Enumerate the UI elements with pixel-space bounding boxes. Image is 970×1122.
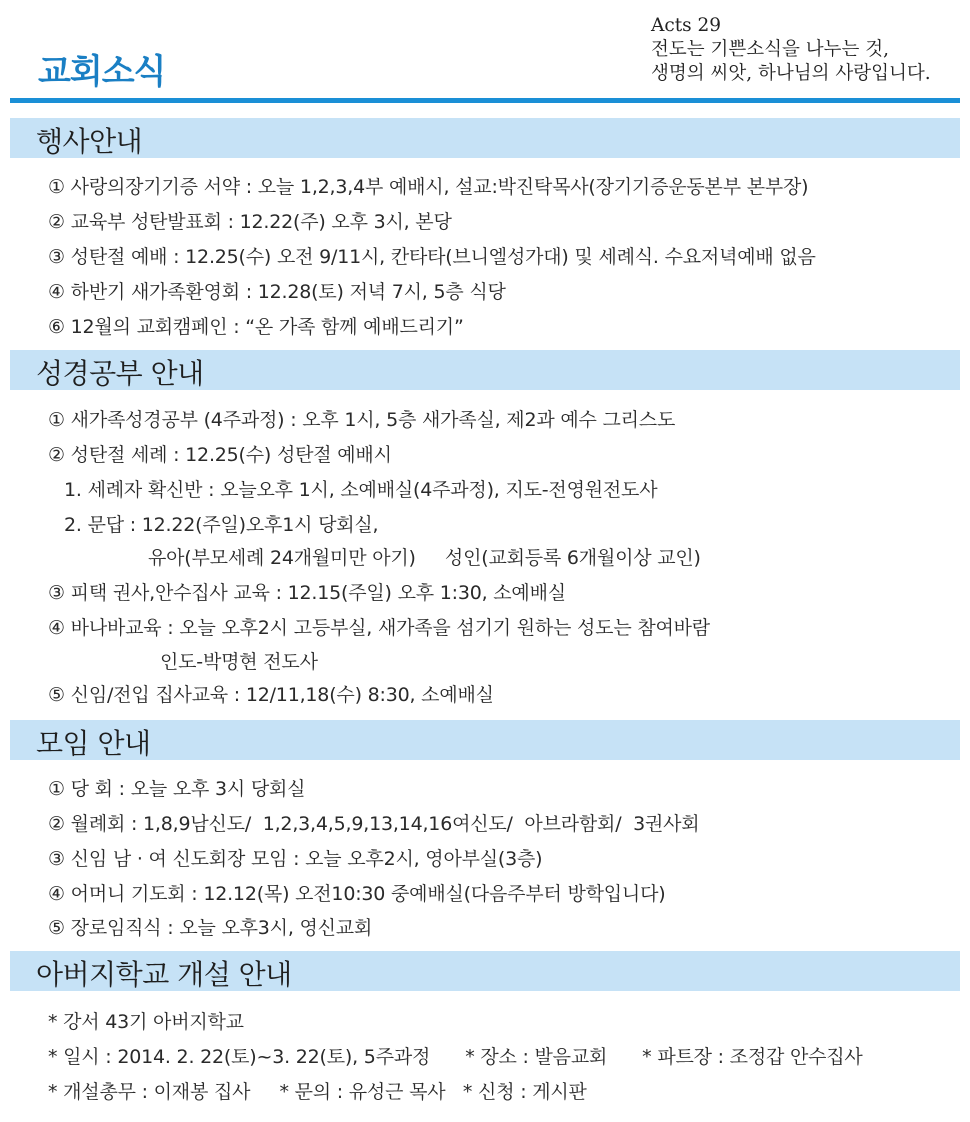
list-item: ④ 하반기 새가족환영회 : 12.28(토) 저녁 7시, 5층 식당 [48,281,506,303]
list-item: ② 월례회 : 1,8,9남신도/ 1,2,3,4,5,9,13,14,16여신도/ 아브라함회/ 3권사회 [48,813,700,835]
verse-line: 생명의 씨앗, 하나님의 사랑입니다. [651,63,931,84]
list-item: ⑤ 장로임직식 : 오늘 오후3시, 영신교회 [48,917,373,939]
header-divider [10,98,960,103]
verse-line: 전도는 기쁜소식을 나누는 것, [651,39,889,60]
section-bar-meetings [10,720,960,760]
section-title-meetings: 모임 안내 [36,727,151,760]
list-item: ① 당 회 : 오늘 오후 3시 당회실 [48,778,306,800]
section-title-bible-study: 성경공부 안내 [36,357,204,390]
page-header [0,0,970,104]
page-title: 교회소식 [38,52,166,92]
verse-reference: Acts 29 [651,15,722,36]
list-item: ③ 피택 권사,안수집사 교육 : 12.15(주일) 오후 1:30, 소예배실 [48,582,566,604]
list-item: ④ 어머니 기도회 : 12.12(목) 오전10:30 중예배실(다음주부터 방학입니다) [48,883,666,905]
list-item: ② 교육부 성탄발표회 : 12.22(주) 오후 3시, 본당 [48,211,452,233]
list-item: ④ 바나바교육 : 오늘 오후2시 고등부실, 새가족을 섬기기 원하는 성도는 참여바람 [48,617,710,639]
list-item: * 강서 43기 아버지학교 [48,1011,244,1033]
section-title-father-school: 아버지학교 개설 안내 [36,958,292,991]
list-item: * 일시 : 2014. 2. 22(토)~3. 22(토), 5주과정 * 장소 : 발음교회 * 파트장 : 조정갑 안수집사 [48,1046,863,1068]
list-item: ⑥ 12월의 교회캠페인 : “온 가족 함께 예배드리기” [48,316,464,338]
list-item: 1. 세례자 확신반 : 오늘오후 1시, 소예배실(4주과정), 지도-전영원전도사 [64,479,658,501]
list-item: ① 새가족성경공부 (4주과정) : 오후 1시, 5층 새가족실, 제2과 예수 그리스도 [48,409,676,431]
list-item: 2. 문답 : 12.22(주일)오후1시 당회실, [64,514,379,536]
list-item: ③ 성탄절 예배 : 12.25(수) 오전 9/11시, 칸타타(브니엘성가대) 및 세례식. 수요저녁예배 없음 [48,246,816,268]
list-item: ⑤ 신임/전입 집사교육 : 12/11,18(수) 8:30, 소예배실 [48,684,494,706]
list-item: * 개설총무 : 이재봉 집사 * 문의 : 유성근 목사 * 신청 : 게시판 [48,1081,587,1103]
list-item: 인도-박명현 전도사 [160,651,318,673]
list-item: ③ 신임 남 · 여 신도회장 모임 : 오늘 오후2시, 영아부실(3층) [48,848,543,870]
list-item: ① 사랑의장기기증 서약 : 오늘 1,2,3,4부 예배시, 설교:박진탁목사(장기기증운동본부 본부장) [48,176,809,198]
list-item: 유아(부모세례 24개월미만 아기) 성인(교회등록 6개월이상 교인) [148,547,701,569]
list-item: ② 성탄절 세례 : 12.25(수) 성탄절 예배시 [48,444,392,466]
section-title-events: 행사안내 [36,125,143,158]
section-bar-events [10,118,960,158]
verse-block [651,14,931,86]
